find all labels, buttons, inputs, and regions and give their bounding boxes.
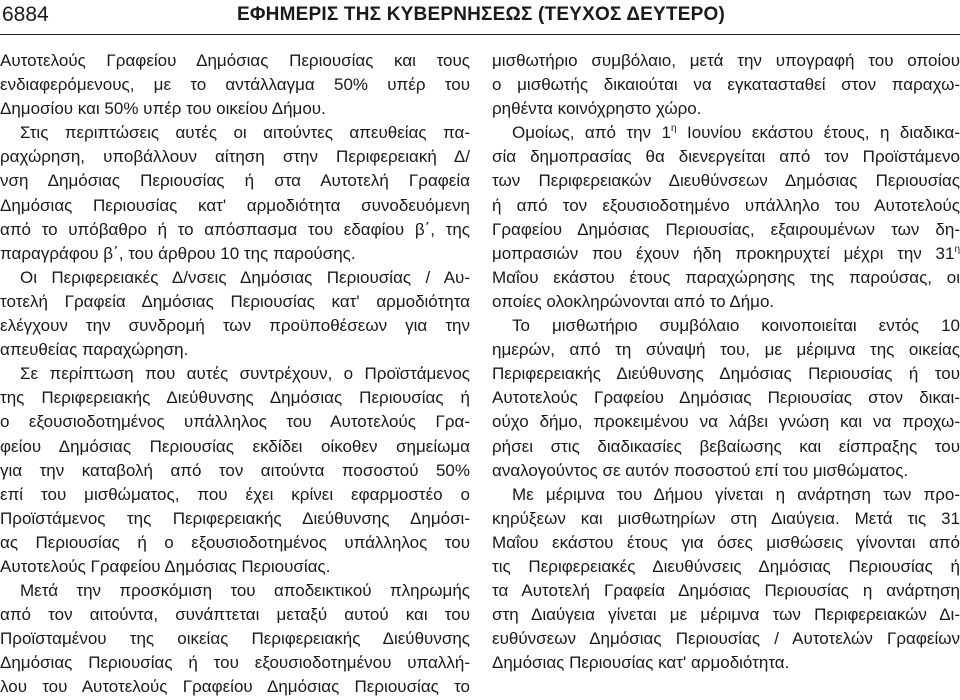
text-line-content: Δημοσίου και 50% υπέρ του οικείου Δήμου. [0,99,326,119]
text-line [492,459,960,483]
text-line [0,121,470,145]
text-line [492,169,960,193]
text-line-content: Δημόσιας Περιουσίας κατ' αρμοδιότητα συνοδευόμενη [0,195,470,215]
text-line-content: Οι Περιφερειακές Δ/νσεις Δημόσιας Περιουσίας / Αυ- [20,267,470,287]
text-line [492,362,960,386]
text-line-content: επί του μισθώματος, που έχει κρίνει εφαρμοστέο ο [0,484,470,504]
text-line-content: παραγράφου β΄, του άρθρου 10 της παρούσης. [0,243,356,263]
text-line [0,579,470,603]
text-line-content: κηρύξεων και μισθωτηρίων στη Διαύγεια. Μετά τις 31 [492,508,960,528]
text-line-content: απευθείας παραχώρηση. [0,340,189,360]
text-line-content: Μαΐου εκάστου έτους παραχώρησης της παρούσας, οι [492,267,960,287]
text-line [0,507,470,531]
text-line-content: ενδιαφερόμενους, με το αντάλλαγμα 50% υπέρ του [0,75,470,95]
text-line [492,290,960,314]
text-line-content: ο εξουσιοδοτημένος υπάλληλος του Αυτοτελούς Γρα- [0,412,470,432]
text-line-content: Αυτοτελούς Γραφείου Δημόσιας Περιουσίας στον δικαι- [492,388,960,408]
text-line [0,169,470,193]
text-line-content: ή από τον εξουσιοδοτημένο υπάλληλο του Αυτοτελούς [492,195,960,215]
text-line-content: Το μισθωτήριο συμβόλαιο κοινοποιείται εντός 10 [512,316,960,336]
text-line-content: αναλογούντος σε αυτόν ποσοστού επί του μισθώματος. [492,460,909,480]
text-line-content: Αυτοτελούς Γραφείου Δημόσιας Περιουσίας και τους [0,51,470,70]
text-line-content: της Περιφερειακής Διεύθυνσης Δημόσιας Περιουσίας ή [0,388,470,408]
text-line [492,242,960,266]
text-line [492,507,960,531]
text-line [0,338,470,362]
text-line [0,266,470,290]
text-line-content: Στις περιπτώσεις αυτές οι αιτούντες απευθείας πα- [20,123,470,143]
text-line-content: Περιφερειακής Διεύθυνσης Δημόσιας Περιουσίας ή του [492,364,960,384]
text-line [492,651,960,675]
text-line [492,121,960,145]
text-line-content: σία δημοπρασίας θα διενεργείται από τον Προϊστάμενο [492,147,960,167]
text-line [492,531,960,555]
text-line [492,194,960,218]
text-line-content: στη Διαύγεια γίνεται με μέριμνα των Περιφερειακών Δι- [492,605,960,625]
text-line-content: λου του Αυτοτελούς Γραφείου Δημόσιας Περιουσίας το [0,677,470,697]
text-line [0,651,470,675]
left-text-column [0,49,470,700]
text-line [492,555,960,579]
text-line [0,531,470,555]
text-line [0,242,470,266]
text-line [0,435,470,459]
text-line-content: μισθωτήριο συμβόλαιο, μετά την υπογραφή του οποίου [492,51,960,70]
text-line-content: των Περιφερειακών Διευθύνσεων Δημόσιας Περιουσίας [492,171,960,191]
text-line-content: Ιουνίου εκάστου έτους, η διαδικα- [676,123,960,143]
text-line [0,459,470,483]
text-line [492,73,960,97]
text-line-content: ρήσει στις διαδικασίες βεβαίωσης και είσπραξης του [492,436,960,456]
text-line-content: τις Περιφερειακές Διευθύνσεις Δημόσιας Περιουσίας ή [492,556,960,576]
text-line-content: Αυτοτελούς Γραφείου Δημόσιας Περιουσίας. [0,556,331,576]
text-line [0,218,470,242]
text-line [0,675,470,699]
text-line-content: Με μέριμνα του Δήμου γίνεται η ανάρτηση των προ- [512,484,960,504]
superscript: η [954,243,960,255]
header-rule [0,34,960,35]
text-line-content: για την καταβολή από τον αιτούντα ποσοστού 50% [0,460,470,480]
text-line-content: Δημόσιας Περιουσίας κατ' αρμοδιότητα. [492,653,790,673]
text-line-content: Γραφείου Δημόσιας Περιουσίας, εξαιρουμένων των δη- [492,219,960,239]
text-line [0,362,470,386]
text-line [492,435,960,459]
text-line-content: Ομοίως, από την 1 [512,123,671,143]
text-line [492,266,960,290]
text-line-content: ας Περιουσίας ή ο εξουσιοδοτημένος υπάλληλος του [0,532,470,552]
text-line [0,145,470,169]
text-line [492,97,960,121]
text-line-content: ούχο δήμο, προκειμένου να λάβει γνώση και να προχω- [492,412,960,432]
text-line [0,194,470,218]
journal-title: ΕΦΗΜΕΡΙΣ ΤΗΣ ΚΥΒΕΡΝΗΣΕΩΣ (ΤΕΥΧΟΣ ΔΕΥΤΕΡΟ) [237,4,725,25]
text-line [492,49,960,73]
text-line [0,483,470,507]
text-line-content: ρηθέντα κοινόχρηστο χώρο. [492,99,702,119]
text-line-content: Προϊστάμενος της Περιφερειακής Διεύθυνσης Δημόσι- [0,508,470,528]
text-line-content: Προϊσταμένου της οικείας Περιφερειακής Διεύθυνσης [0,629,470,649]
text-line [0,314,470,338]
text-line-content: Σε περίπτωση που αυτές συντρέχουν, ο Προϊστάμενος [20,364,470,384]
text-line [0,627,470,651]
text-line-content: Μαΐου εκάστου έτους για όσες μισθώσεις γίνονται από [492,532,960,552]
superscript: η [670,123,677,135]
text-line-content: ελέγχουν την συνδρομή των προϋποθέσεων για την [0,316,470,336]
page-header [0,0,960,30]
text-line [0,603,470,627]
text-line [492,145,960,169]
text-line-content: ημερών, από τη σύναψή του, με μέριμνα της οικείας [492,340,960,360]
right-text-column [492,49,960,675]
text-line [0,290,470,314]
text-line-content: τα Αυτοτελή Γραφεία Δημόσιας Περιουσίας η ανάρτηση [492,581,960,601]
text-line [492,627,960,651]
text-line [0,555,470,579]
text-line-content: ο μισθωτής δικαιούται να εγκατασταθεί στον παραχω- [492,75,960,95]
text-line [492,314,960,338]
text-line-content: Μετά την προσκόμιση του αποδεικτικού πληρωμής [20,581,470,601]
text-line-content: φείου Δημόσιας Περιουσίας εκδίδει οίκοθεν σημείωμα [0,436,470,456]
text-line [0,386,470,410]
text-line [0,97,470,121]
text-line-content: ραχώρηση, υποβάλλουν αίτηση στην Περιφερειακή Δ/ [0,147,470,167]
text-line-content: ευθύνσεων Δημόσιας Περιουσίας / Αυτοτελών Γραφείων [492,629,960,649]
text-line-content: νση Δημόσιας Περιουσίας ή στα Αυτοτελή Γραφεία [0,171,470,191]
text-line [0,49,470,73]
text-line-content: οποίες ολοκληρώνονται από το Δήμο. [492,291,775,311]
text-line-content: από τον αιτούντα, συνάπτεται μεταξύ αυτού και του [0,605,470,625]
text-line [492,603,960,627]
text-line-content: από το υπόβαθρο ή το απόσπασμα του εδαφίου β΄, της [0,219,470,239]
text-line [492,218,960,242]
text-line-content: Δημόσιας Περιουσίας ή του εξουσιοδοτημένου υπαλλή- [0,653,470,673]
text-line [0,73,470,97]
text-line-content: τοτελή Γραφεία Δημόσιας Περιουσίας κατ' αρμοδιότητα [0,291,470,311]
text-line-content: μοπρασιών που έχουν ήδη προκηρυχτεί μέχρι την 31 [492,243,955,263]
page-number: 6884 [2,3,49,26]
text-line [492,410,960,434]
text-line [0,410,470,434]
text-line [492,579,960,603]
text-line [492,338,960,362]
text-line [492,386,960,410]
text-line [492,483,960,507]
